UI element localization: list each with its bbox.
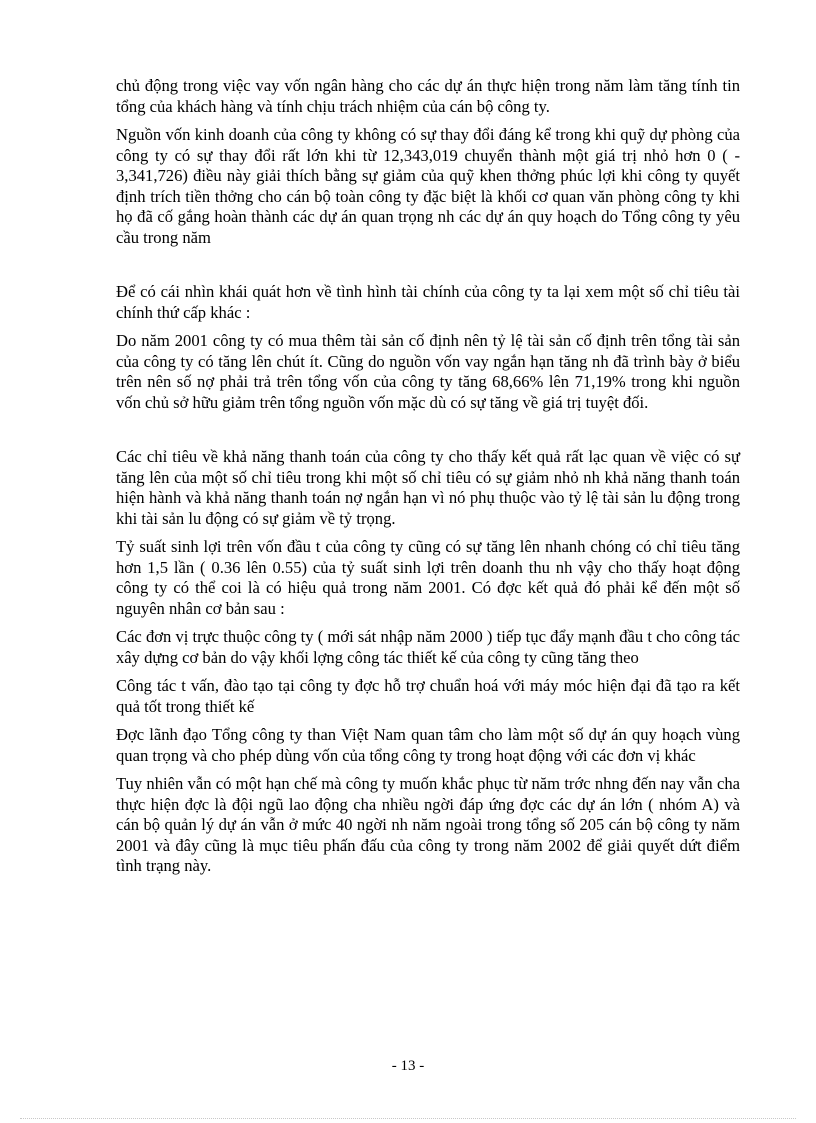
- body-text: [116, 76, 740, 885]
- paragraph-4: Do năm 2001 công ty có mua thêm tài sản cố định nên tỷ lệ tài sản cố định trên tổng tài sản của công ty có tăng lên chút ít. Cũng do nguồn vốn vay ngắn hạn tăng nh đã trình bày ở biểu trên nên số nợ phải trả trên tổng vốn của công ty tăng 68,66% lên 71,19% trong khi nguồn vốn chủ sở hữu giảm trên tổng nguồn vốn mặc dù có sự tăng về giá trị tuyệt đối.: [116, 331, 740, 412]
- paragraph-8: Công tác t vấn, đào tạo tại công ty đợc hỗ trợ chuẩn hoá với máy móc hiện đại đã tạo ra kết quả tốt trong thiết kế: [116, 676, 740, 716]
- paragraph-3: Để có cái nhìn khái quát hơn về tình hình tài chính của công ty ta lại xem một số chỉ tiêu tài chính thứ cấp khác :: [116, 282, 740, 322]
- paragraph-9: Đợc lãnh đạo Tổng công ty than Việt Nam quan tâm cho làm một số dự án quy hoạch vùng quan trọng và cho phép dùng vốn của tổng công ty trong hoạt động với các đơn vị khác: [116, 725, 740, 765]
- paragraph-5: Các chỉ tiêu về khả năng thanh toán của công ty cho thấy kết quả rất lạc quan về việc có sự tăng lên của một số chỉ tiêu trong khi một số chỉ tiêu có sự giảm nhỏ nh khả năng thanh toán hiện hành và khả năng thanh toán nợ ngắn hạn vì nó phụ thuộc vào tỷ lệ tài sản lu động trong khi tài sản lu động có sự giảm về tỷ trọng.: [116, 447, 740, 528]
- page-number: - 13 -: [391, 1058, 425, 1074]
- paragraph-6: Tỷ suất sinh lợi trên vốn đầu t của công ty cũng có sự tăng lên nhanh chóng có chỉ tiêu tăng hơn 1,5 lần ( 0.36 lên 0.55) của tỷ suất sinh lợi trên doanh thu nh vậy cho thấy hoạt động công ty có thể coi là có hiệu quả trong năm 2001. Có đợc kết quả đó phải kể đến một số nguyên nhân cơ bản sau :: [116, 537, 740, 618]
- paragraph-2: Nguồn vốn kinh doanh của công ty không có sự thay đổi đáng kể trong khi quỹ dự phòng của công ty có sự thay đổi rất lớn khi từ 12,343,019 chuyển thành một giá trị nhỏ hơn 0 ( - 3,341,726) điều này giải thích bằng sự giảm của quỹ khen thởng phúc lợi khi công ty quyết định trích tiền thởng cho cán bộ toàn công ty đặc biệt là khối cơ quan văn phòng công ty khi họ đã cố gắng hoàn thành các dự án quan trọng nh các dự án quy hoạch do Tổng công ty yêu cầu trong năm: [116, 125, 740, 247]
- paragraph-10: Tuy nhiên vẫn có một hạn chế mà công ty muốn khắc phục từ năm trớc nhng đến nay vẫn cha thực hiện đợc là đội ngũ lao động cha nhiều ngời đáp ứng đợc các dự án lớn ( nhóm A) và cán bộ quản lý dự án vẫn ở mức 40 ngời nh năm ngoài trong tổng số 205 cán bộ công ty năm 2001 và đây cũng là mục tiêu phấn đấu của công ty trong năm 2002 để giải quyết dứt điểm tình trạng này.: [116, 774, 740, 875]
- paragraph-7: Các đơn vị trực thuộc công ty ( mới sát nhập năm 2000 ) tiếp tục đẩy mạnh đầu t cho công tác xây dựng cơ bản do vậy khối lợng công tác thiết kế của công ty cũng tăng theo: [116, 627, 740, 667]
- paragraph-1: chủ động trong việc vay vốn ngân hàng cho các dự án thực hiện trong năm làm tăng tính tin tổng của khách hàng và tính chịu trách nhiệm của cán bộ công ty.: [116, 76, 740, 116]
- page-bottom-divider: [20, 1118, 796, 1119]
